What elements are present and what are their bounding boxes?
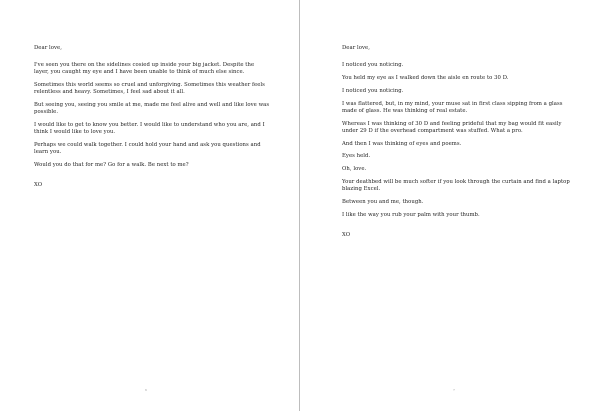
letter-right (342, 45, 577, 245)
paragraph: I like the way you rub your palm with your thumb. (342, 211, 480, 218)
paragraph: Whereas I was thinking of 30 D and feeling prideful that my bag would fit easily under 29 D if the overhead compartment was stuffed. What a pro. (342, 120, 562, 134)
paragraph: I would like to get to know you better. I would like to understand who you are, and I think I would like to love you. (34, 122, 265, 136)
paragraph: Would you do that for me? Go for a walk. Be next to me? (34, 162, 189, 169)
paragraph: I was flattered, but, in my mind, your muse sat in first class sipping from a glass made of glass. He was thinking of real estate. (342, 100, 563, 114)
paragraph: But seeing you, seeing you smile at me, made me feel alive and well and like love was possible. (34, 102, 270, 116)
paragraph: Eyes held. (342, 153, 371, 160)
paragraph: Sometimes this world seems so cruel and unforgiving. Sometimes this weather feels relentless and heavy. Sometimes, I feel sad about it all. (34, 82, 265, 96)
signoff: XO (34, 182, 43, 189)
page-number: 7 (453, 388, 455, 392)
paragraph: I noticed you noticing. (342, 87, 404, 94)
paragraph: You held my eye as I walked down the aisle en route to 30 D. (342, 75, 509, 81)
page-number: 6 (145, 388, 147, 392)
right-page (301, 0, 600, 411)
paragraph: Your deathbed will be much softer if you look through the curtain and find a laptop blazing Excel. (342, 178, 570, 193)
signoff: XO (342, 231, 351, 238)
paragraph: Perhaps we could walk together. I could hold your hand and ask you questions and learn you. (34, 142, 261, 156)
paragraph: Between you and me, though. (342, 198, 424, 205)
paragraph: I've seen you there on the sidelines cosied up inside your big jacket. Despite the layer, you caught my eye and I have been unable to think of much else since. (34, 62, 255, 76)
letter-left (34, 45, 270, 195)
salutation: Dear love, (342, 45, 370, 51)
paragraph: And then I was thinking of eyes and poems. (342, 140, 462, 147)
salutation: Dear love, (34, 45, 62, 51)
paragraph: Oh, love. (342, 166, 367, 173)
paragraph: I noticed you noticing. (342, 62, 404, 69)
